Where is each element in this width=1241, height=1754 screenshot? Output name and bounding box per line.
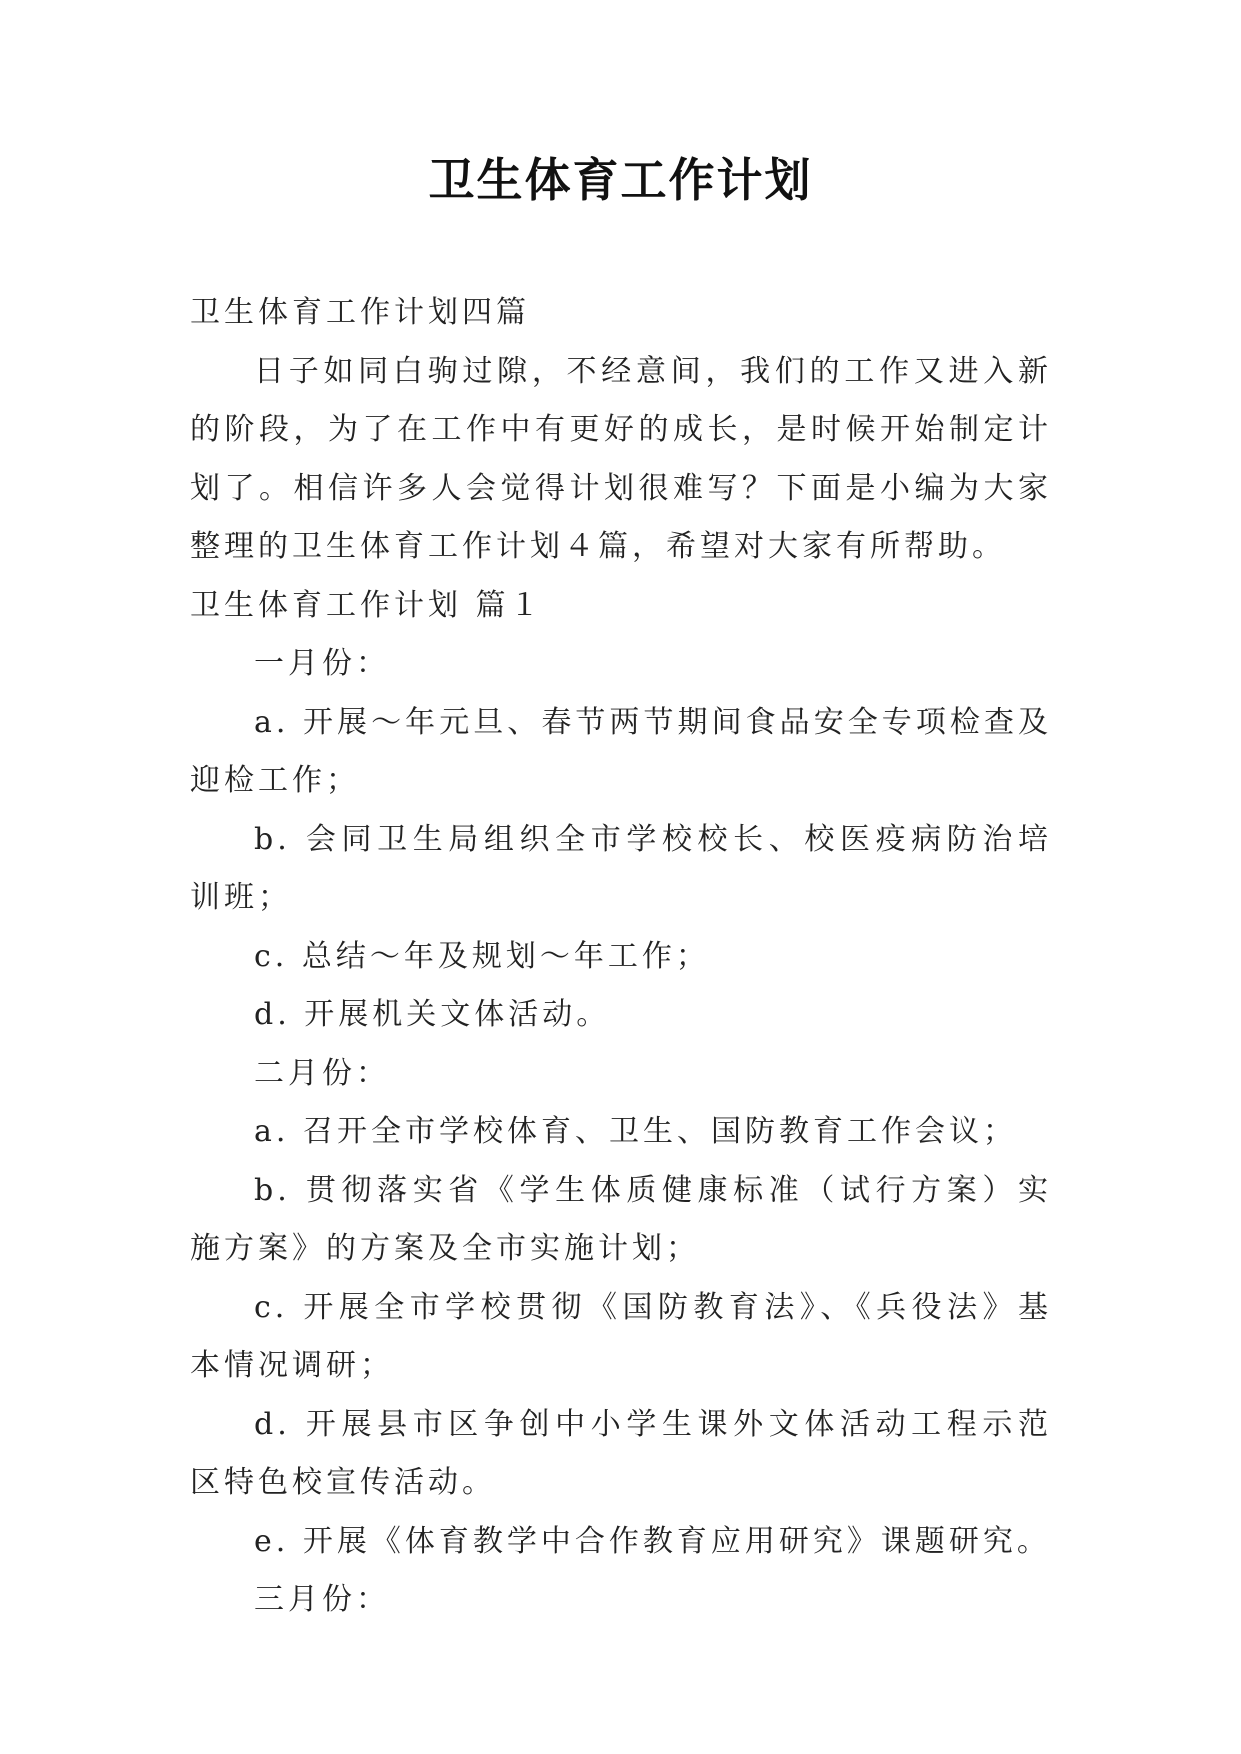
list-item: a. 开展～年元旦、春节两节期间食品安全专项检查及迎检工作； (190, 704, 1052, 798)
list-item: b. 会同卫生局组织全市学校校长、校医疫病防治培训班； (190, 821, 1052, 915)
month-heading-february: 二月份： (254, 1055, 390, 1091)
section-heading: 卫生体育工作计划 篇１ (190, 587, 544, 623)
subtitle-line: 卫生体育工作计划四篇 (190, 295, 530, 330)
list-item: d. 开展县市区争创中小学生课外文体活动工程示范区特色校宣传活动。 (190, 1406, 1052, 1500)
month-heading-march: 三月份： (254, 1582, 390, 1617)
list-item: c. 总结～年及规划～年工作； (254, 938, 710, 974)
list-item: c. 开展全市学校贯彻《国防教育法》、《兵役法》基本情况调研； (190, 1289, 1052, 1383)
month-heading-january: 一月份： (254, 646, 390, 681)
document-body (190, 284, 1052, 1630)
document-title: 卫生体育工作计划 (428, 153, 813, 207)
list-item: e. 开展《体育教学中合作教育应用研究》课题研究。 (254, 1523, 1051, 1559)
list-item: a. 召开全市学校体育、卫生、国防教育工作会议； (254, 1114, 1017, 1149)
list-item: b. 贯彻落实省《学生体质健康标准（试行方案）实施方案》的方案及全市实施计划； (190, 1172, 1052, 1266)
list-item: d. 开展机关文体活动。 (254, 997, 611, 1032)
intro-paragraph: 日子如同白驹过隙，不经意间，我们的工作又进入新的阶段，为了在工作中有更好的成长，是时候开始制定计划了。相信许多人会觉得计划很难写？下面是小编为大家整理的卫生体育工作计划４篇，希望对大家有所帮助。 (190, 353, 1052, 564)
